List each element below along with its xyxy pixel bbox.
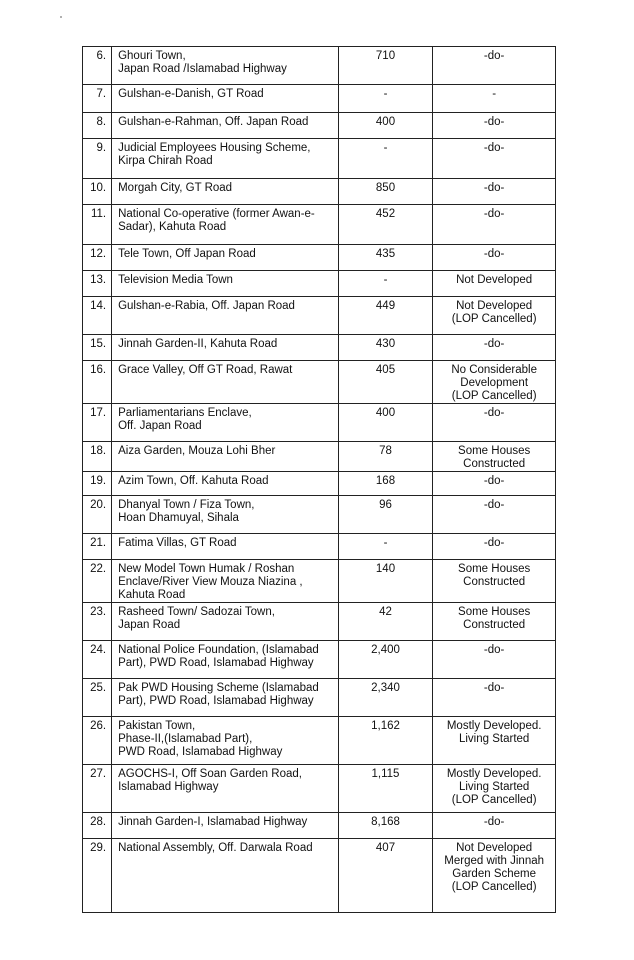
plots-count-cell: 400: [338, 113, 433, 139]
location-line: Pak PWD Housing Scheme (Islamabad: [118, 682, 319, 694]
scheme-location-cell: [112, 839, 339, 913]
table-row: [83, 205, 556, 245]
serial-number-cell: 23.: [83, 603, 112, 641]
plots-count-cell: 430: [338, 335, 433, 361]
serial-number-cell: 10.: [83, 179, 112, 205]
status-line: Constructed: [463, 576, 526, 588]
status-line: -do-: [483, 537, 505, 549]
table-row: [83, 85, 556, 113]
plots-count-cell: 2,340: [338, 679, 433, 717]
plots-count-cell: 8,168: [338, 813, 433, 839]
table-body: [83, 47, 556, 913]
location-line: Parliamentarians Enclave,: [118, 407, 252, 419]
serial-number-cell: 27.: [83, 765, 112, 813]
scheme-location-cell: [112, 765, 339, 813]
development-status-cell: [433, 560, 556, 603]
status-line: (LOP Cancelled): [451, 881, 537, 893]
plots-count-cell: -: [338, 534, 433, 560]
location-line: Part), PWD Road, Islamabad Highway: [118, 657, 314, 669]
location-line: Off. Japan Road: [118, 420, 202, 432]
table-row: [83, 472, 556, 496]
serial-number-cell: 9.: [83, 139, 112, 179]
table-row: [83, 113, 556, 139]
status-line: Not Developed: [456, 300, 533, 312]
table-row: [83, 603, 556, 641]
location-line: National Co-operative (former Awan-e-: [118, 208, 315, 220]
scheme-location-cell: [112, 472, 339, 496]
location-line: Aiza Garden, Mouza Lohi Bher: [118, 445, 276, 457]
serial-number-cell: 7.: [83, 85, 112, 113]
status-line: Living Started: [458, 781, 530, 793]
plots-count-cell: 850: [338, 179, 433, 205]
table-row: [83, 361, 556, 404]
status-line: Garden Scheme: [452, 868, 537, 880]
location-line: Sadar), Kahuta Road: [118, 221, 227, 233]
serial-number-cell: 20.: [83, 496, 112, 534]
scheme-location-cell: [112, 534, 339, 560]
scheme-location-cell: [112, 205, 339, 245]
development-status-cell: [433, 813, 556, 839]
location-line: Kahuta Road: [118, 589, 186, 601]
scheme-location-cell: [112, 442, 339, 472]
scan-speck: [60, 16, 62, 18]
scheme-location-cell: [112, 85, 339, 113]
serial-number-cell: 8.: [83, 113, 112, 139]
table-row: [83, 442, 556, 472]
plots-count-cell: 2,400: [338, 641, 433, 679]
location-line: National Police Foundation, (Islamabad: [118, 644, 319, 656]
development-status-cell: [433, 839, 556, 913]
status-line: -do-: [483, 182, 505, 194]
scheme-location-cell: [112, 297, 339, 335]
status-line: Mostly Developed.: [446, 768, 542, 780]
location-line: Gulshan-e-Danish, GT Road: [118, 88, 264, 100]
scheme-location-cell: [112, 560, 339, 603]
development-status-cell: [433, 361, 556, 404]
location-line: AGOCHS-I, Off Soan Garden Road,: [118, 768, 302, 780]
location-line: PWD Road, Islamabad Highway: [118, 746, 283, 758]
plots-count-cell: 449: [338, 297, 433, 335]
table-row: [83, 139, 556, 179]
location-line: Ghouri Town,: [118, 50, 186, 62]
development-status-cell: [433, 85, 556, 113]
table-row: [83, 179, 556, 205]
table-row: [83, 813, 556, 839]
status-line: -do-: [483, 338, 505, 350]
location-line: Part), PWD Road, Islamabad Highway: [118, 695, 314, 707]
scheme-location-cell: [112, 813, 339, 839]
table-row: [83, 496, 556, 534]
plots-count-cell: 168: [338, 472, 433, 496]
scheme-location-cell: [112, 679, 339, 717]
development-status-cell: [433, 641, 556, 679]
plots-count-cell: -: [338, 85, 433, 113]
status-line: Not Developed: [456, 842, 533, 854]
status-line: Mostly Developed.: [446, 720, 542, 732]
serial-number-cell: 29.: [83, 839, 112, 913]
scheme-location-cell: [112, 245, 339, 271]
location-line: Hoan Dhamuyal, Sihala: [118, 512, 239, 524]
development-status-cell: [433, 47, 556, 85]
table-row: [83, 641, 556, 679]
table-row: [83, 560, 556, 603]
plots-count-cell: -: [338, 271, 433, 297]
status-line: (LOP Cancelled): [451, 794, 537, 806]
status-line: Some Houses: [458, 563, 531, 575]
location-line: New Model Town Humak / Roshan: [118, 563, 295, 575]
location-line: Kirpa Chirah Road: [118, 155, 213, 167]
status-line: -do-: [483, 50, 505, 62]
development-status-cell: [433, 297, 556, 335]
serial-number-cell: 28.: [83, 813, 112, 839]
plots-count-cell: 407: [338, 839, 433, 913]
location-line: Fatima Villas, GT Road: [118, 537, 237, 549]
serial-number-cell: 21.: [83, 534, 112, 560]
location-line: Gulshan-e-Rabia, Off. Japan Road: [118, 300, 295, 312]
development-status-cell: [433, 496, 556, 534]
status-line: -do-: [483, 116, 505, 128]
scheme-location-cell: [112, 271, 339, 297]
plots-count-cell: 96: [338, 496, 433, 534]
serial-number-cell: 11.: [83, 205, 112, 245]
scheme-location-cell: [112, 404, 339, 442]
serial-number-cell: 16.: [83, 361, 112, 404]
plots-count-cell: 405: [338, 361, 433, 404]
serial-number-cell: 19.: [83, 472, 112, 496]
plots-count-cell: 140: [338, 560, 433, 603]
table-row: [83, 47, 556, 85]
location-line: Jinnah Garden-II, Kahuta Road: [118, 338, 278, 350]
plots-count-cell: 78: [338, 442, 433, 472]
status-line: -do-: [483, 475, 505, 487]
status-line: Some Houses: [458, 606, 531, 618]
table-row: [83, 534, 556, 560]
development-status-cell: [433, 534, 556, 560]
table-row: [83, 404, 556, 442]
development-status-cell: [433, 139, 556, 179]
status-line: -do-: [483, 499, 505, 511]
location-line: Gulshan-e-Rahman, Off. Japan Road: [118, 116, 309, 128]
plots-count-cell: 400: [338, 404, 433, 442]
development-status-cell: [433, 113, 556, 139]
status-line: -do-: [483, 816, 505, 828]
serial-number-cell: 17.: [83, 404, 112, 442]
status-line: -do-: [483, 682, 505, 694]
development-status-cell: [433, 603, 556, 641]
serial-number-cell: 13.: [83, 271, 112, 297]
status-line: Development: [460, 377, 529, 389]
scheme-location-cell: [112, 496, 339, 534]
serial-number-cell: 12.: [83, 245, 112, 271]
location-line: Rasheed Town/ Sadozai Town,: [118, 606, 275, 618]
development-status-cell: [433, 404, 556, 442]
status-line: -do-: [483, 407, 505, 419]
status-line: Merged with Jinnah: [444, 855, 545, 867]
development-status-cell: [433, 472, 556, 496]
location-line: Dhanyal Town / Fiza Town,: [118, 499, 255, 511]
location-line: Islamabad Highway: [118, 781, 219, 793]
development-status-cell: [433, 765, 556, 813]
status-line: Some Houses: [458, 445, 531, 457]
housing-schemes-table: [82, 46, 556, 913]
table-row: [83, 765, 556, 813]
status-line: -: [492, 88, 497, 100]
location-line: Pakistan Town,: [118, 720, 196, 732]
location-line: Japan Road /Islamabad Highway: [118, 63, 287, 75]
plots-count-cell: 1,115: [338, 765, 433, 813]
development-status-cell: [433, 679, 556, 717]
location-line: Japan Road: [118, 619, 181, 631]
scheme-location-cell: [112, 361, 339, 404]
serial-number-cell: 26.: [83, 717, 112, 765]
status-line: (LOP Cancelled): [451, 390, 537, 402]
status-line: -do-: [483, 644, 505, 656]
status-line: -do-: [483, 142, 505, 154]
scheme-location-cell: [112, 47, 339, 85]
table-row: [83, 335, 556, 361]
location-line: Grace Valley, Off GT Road, Rawat: [118, 364, 293, 376]
serial-number-cell: 14.: [83, 297, 112, 335]
status-line: Not Developed: [456, 274, 533, 286]
development-status-cell: [433, 335, 556, 361]
location-line: Judicial Employees Housing Scheme,: [118, 142, 311, 154]
development-status-cell: [433, 245, 556, 271]
scheme-location-cell: [112, 717, 339, 765]
serial-number-cell: 22.: [83, 560, 112, 603]
location-line: Jinnah Garden-I, Islamabad Highway: [118, 816, 308, 828]
table-row: [83, 245, 556, 271]
table-row: [83, 271, 556, 297]
development-status-cell: [433, 717, 556, 765]
table-row: [83, 717, 556, 765]
status-line: Constructed: [463, 458, 526, 470]
plots-count-cell: -: [338, 139, 433, 179]
status-line: No Considerable: [451, 364, 537, 376]
location-line: Television Media Town: [118, 274, 233, 286]
serial-number-cell: 6.: [83, 47, 112, 85]
location-line: Morgah City, GT Road: [118, 182, 233, 194]
development-status-cell: [433, 179, 556, 205]
status-line: Living Started: [458, 733, 530, 745]
serial-number-cell: 25.: [83, 679, 112, 717]
plots-count-cell: 435: [338, 245, 433, 271]
status-line: Constructed: [463, 619, 526, 631]
location-line: Phase-II,(Islamabad Part),: [118, 733, 253, 745]
scheme-location-cell: [112, 113, 339, 139]
plots-count-cell: 452: [338, 205, 433, 245]
status-line: -do-: [483, 208, 505, 220]
location-line: Enclave/River View Mouza Niazina ,: [118, 576, 303, 588]
status-line: (LOP Cancelled): [451, 313, 537, 325]
scheme-location-cell: [112, 139, 339, 179]
development-status-cell: [433, 271, 556, 297]
plots-count-cell: 710: [338, 47, 433, 85]
table-row: [83, 839, 556, 913]
location-line: Azim Town, Off. Kahuta Road: [118, 475, 269, 487]
serial-number-cell: 18.: [83, 442, 112, 472]
location-line: National Assembly, Off. Darwala Road: [118, 842, 313, 854]
plots-count-cell: 1,162: [338, 717, 433, 765]
scheme-location-cell: [112, 603, 339, 641]
table-row: [83, 679, 556, 717]
status-line: -do-: [483, 248, 505, 260]
scheme-location-cell: [112, 179, 339, 205]
table-row: [83, 297, 556, 335]
location-line: Tele Town, Off Japan Road: [118, 248, 256, 260]
plots-count-cell: 42: [338, 603, 433, 641]
serial-number-cell: 15.: [83, 335, 112, 361]
scheme-location-cell: [112, 641, 339, 679]
development-status-cell: [433, 205, 556, 245]
serial-number-cell: 24.: [83, 641, 112, 679]
scheme-location-cell: [112, 335, 339, 361]
development-status-cell: [433, 442, 556, 472]
